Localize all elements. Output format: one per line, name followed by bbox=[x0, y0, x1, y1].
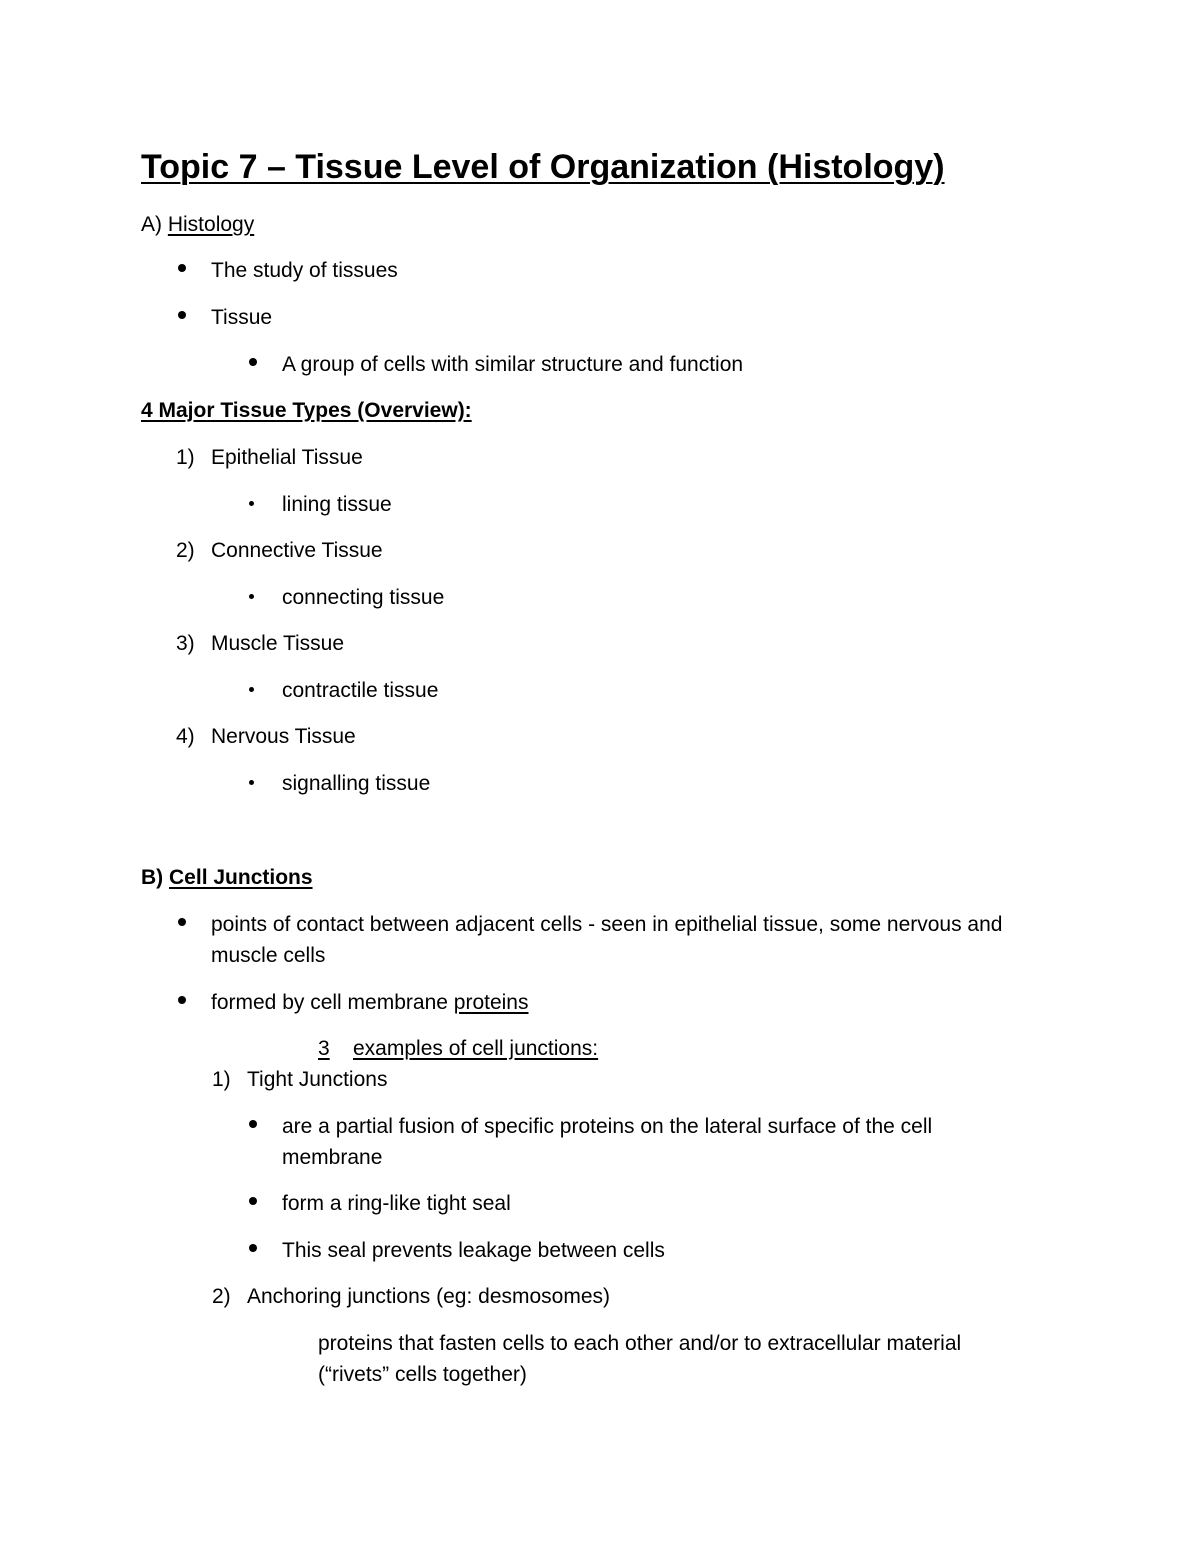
bullet-icon bbox=[249, 1120, 257, 1128]
list-number: 1) bbox=[212, 1068, 231, 1091]
junction-description: proteins that fasten cells to each other and/or to extracellular material bbox=[318, 1332, 962, 1355]
list-number: 3) bbox=[176, 632, 195, 655]
list-number: 2) bbox=[176, 539, 195, 562]
list-item bbox=[211, 987, 529, 1018]
bullet-icon bbox=[249, 1244, 257, 1252]
bullet-icon bbox=[178, 311, 186, 319]
bullet-icon bbox=[249, 1197, 257, 1205]
tissue-type-name: Muscle Tissue bbox=[211, 632, 345, 655]
list-number: 2) bbox=[212, 1285, 231, 1308]
list-number: 1) bbox=[176, 446, 195, 469]
tissue-type-name: Epithelial Tissue bbox=[211, 446, 363, 469]
list-item: Tissue bbox=[211, 306, 273, 329]
list-number: 4) bbox=[176, 725, 195, 748]
bullet-icon bbox=[249, 358, 257, 366]
list-item-text: formed by cell membrane bbox=[211, 991, 448, 1014]
section-b-heading bbox=[141, 862, 313, 893]
section-a-heading bbox=[141, 209, 254, 240]
tissue-type-desc: connecting tissue bbox=[282, 586, 445, 609]
page-title: Topic 7 – Tissue Level of Organization (Histology) bbox=[141, 148, 945, 186]
tissue-type-desc: lining tissue bbox=[282, 493, 392, 516]
examples-heading: examples of cell junctions: bbox=[353, 1037, 599, 1060]
junction-name: Tight Junctions bbox=[247, 1068, 388, 1091]
overview-heading: 4 Major Tissue Types (Overview): bbox=[141, 399, 472, 422]
section-b-prefix: B) bbox=[141, 866, 164, 889]
junction-description-continuation: (“rivets” cells together) bbox=[318, 1363, 527, 1386]
bullet-icon bbox=[249, 687, 254, 692]
tissue-type-desc: contractile tissue bbox=[282, 679, 439, 702]
bullet-icon bbox=[178, 918, 186, 926]
tissue-type-name: Nervous Tissue bbox=[211, 725, 356, 748]
list-item: A group of cells with similar structure and function bbox=[282, 353, 744, 376]
list-item-continuation: muscle cells bbox=[211, 944, 326, 967]
list-item: This seal prevents leakage between cells bbox=[282, 1239, 665, 1262]
bullet-icon bbox=[249, 501, 254, 506]
list-item: form a ring-like tight seal bbox=[282, 1192, 511, 1215]
bullet-icon bbox=[249, 594, 254, 599]
list-item: The study of tissues bbox=[211, 259, 398, 282]
bullet-icon bbox=[178, 996, 186, 1004]
list-item-continuation: membrane bbox=[282, 1146, 383, 1169]
list-item: points of contact between adjacent cells - seen in epithelial tissue, some nervous and bbox=[211, 913, 1003, 936]
bullet-icon bbox=[249, 780, 254, 785]
section-a-prefix: A) bbox=[141, 213, 162, 236]
list-item-underlined-word: proteins bbox=[453, 991, 529, 1014]
tissue-type-desc: signalling tissue bbox=[282, 772, 431, 795]
bullet-icon bbox=[178, 264, 186, 272]
section-b-title: Cell Junctions bbox=[169, 866, 313, 889]
examples-number: 3 bbox=[318, 1037, 330, 1060]
junction-name: Anchoring junctions (eg: desmosomes) bbox=[247, 1285, 611, 1308]
section-a-title: Histology bbox=[167, 213, 255, 236]
tissue-type-name: Connective Tissue bbox=[211, 539, 383, 562]
list-item: are a partial fusion of specific proteins on the lateral surface of the cell bbox=[282, 1115, 933, 1138]
